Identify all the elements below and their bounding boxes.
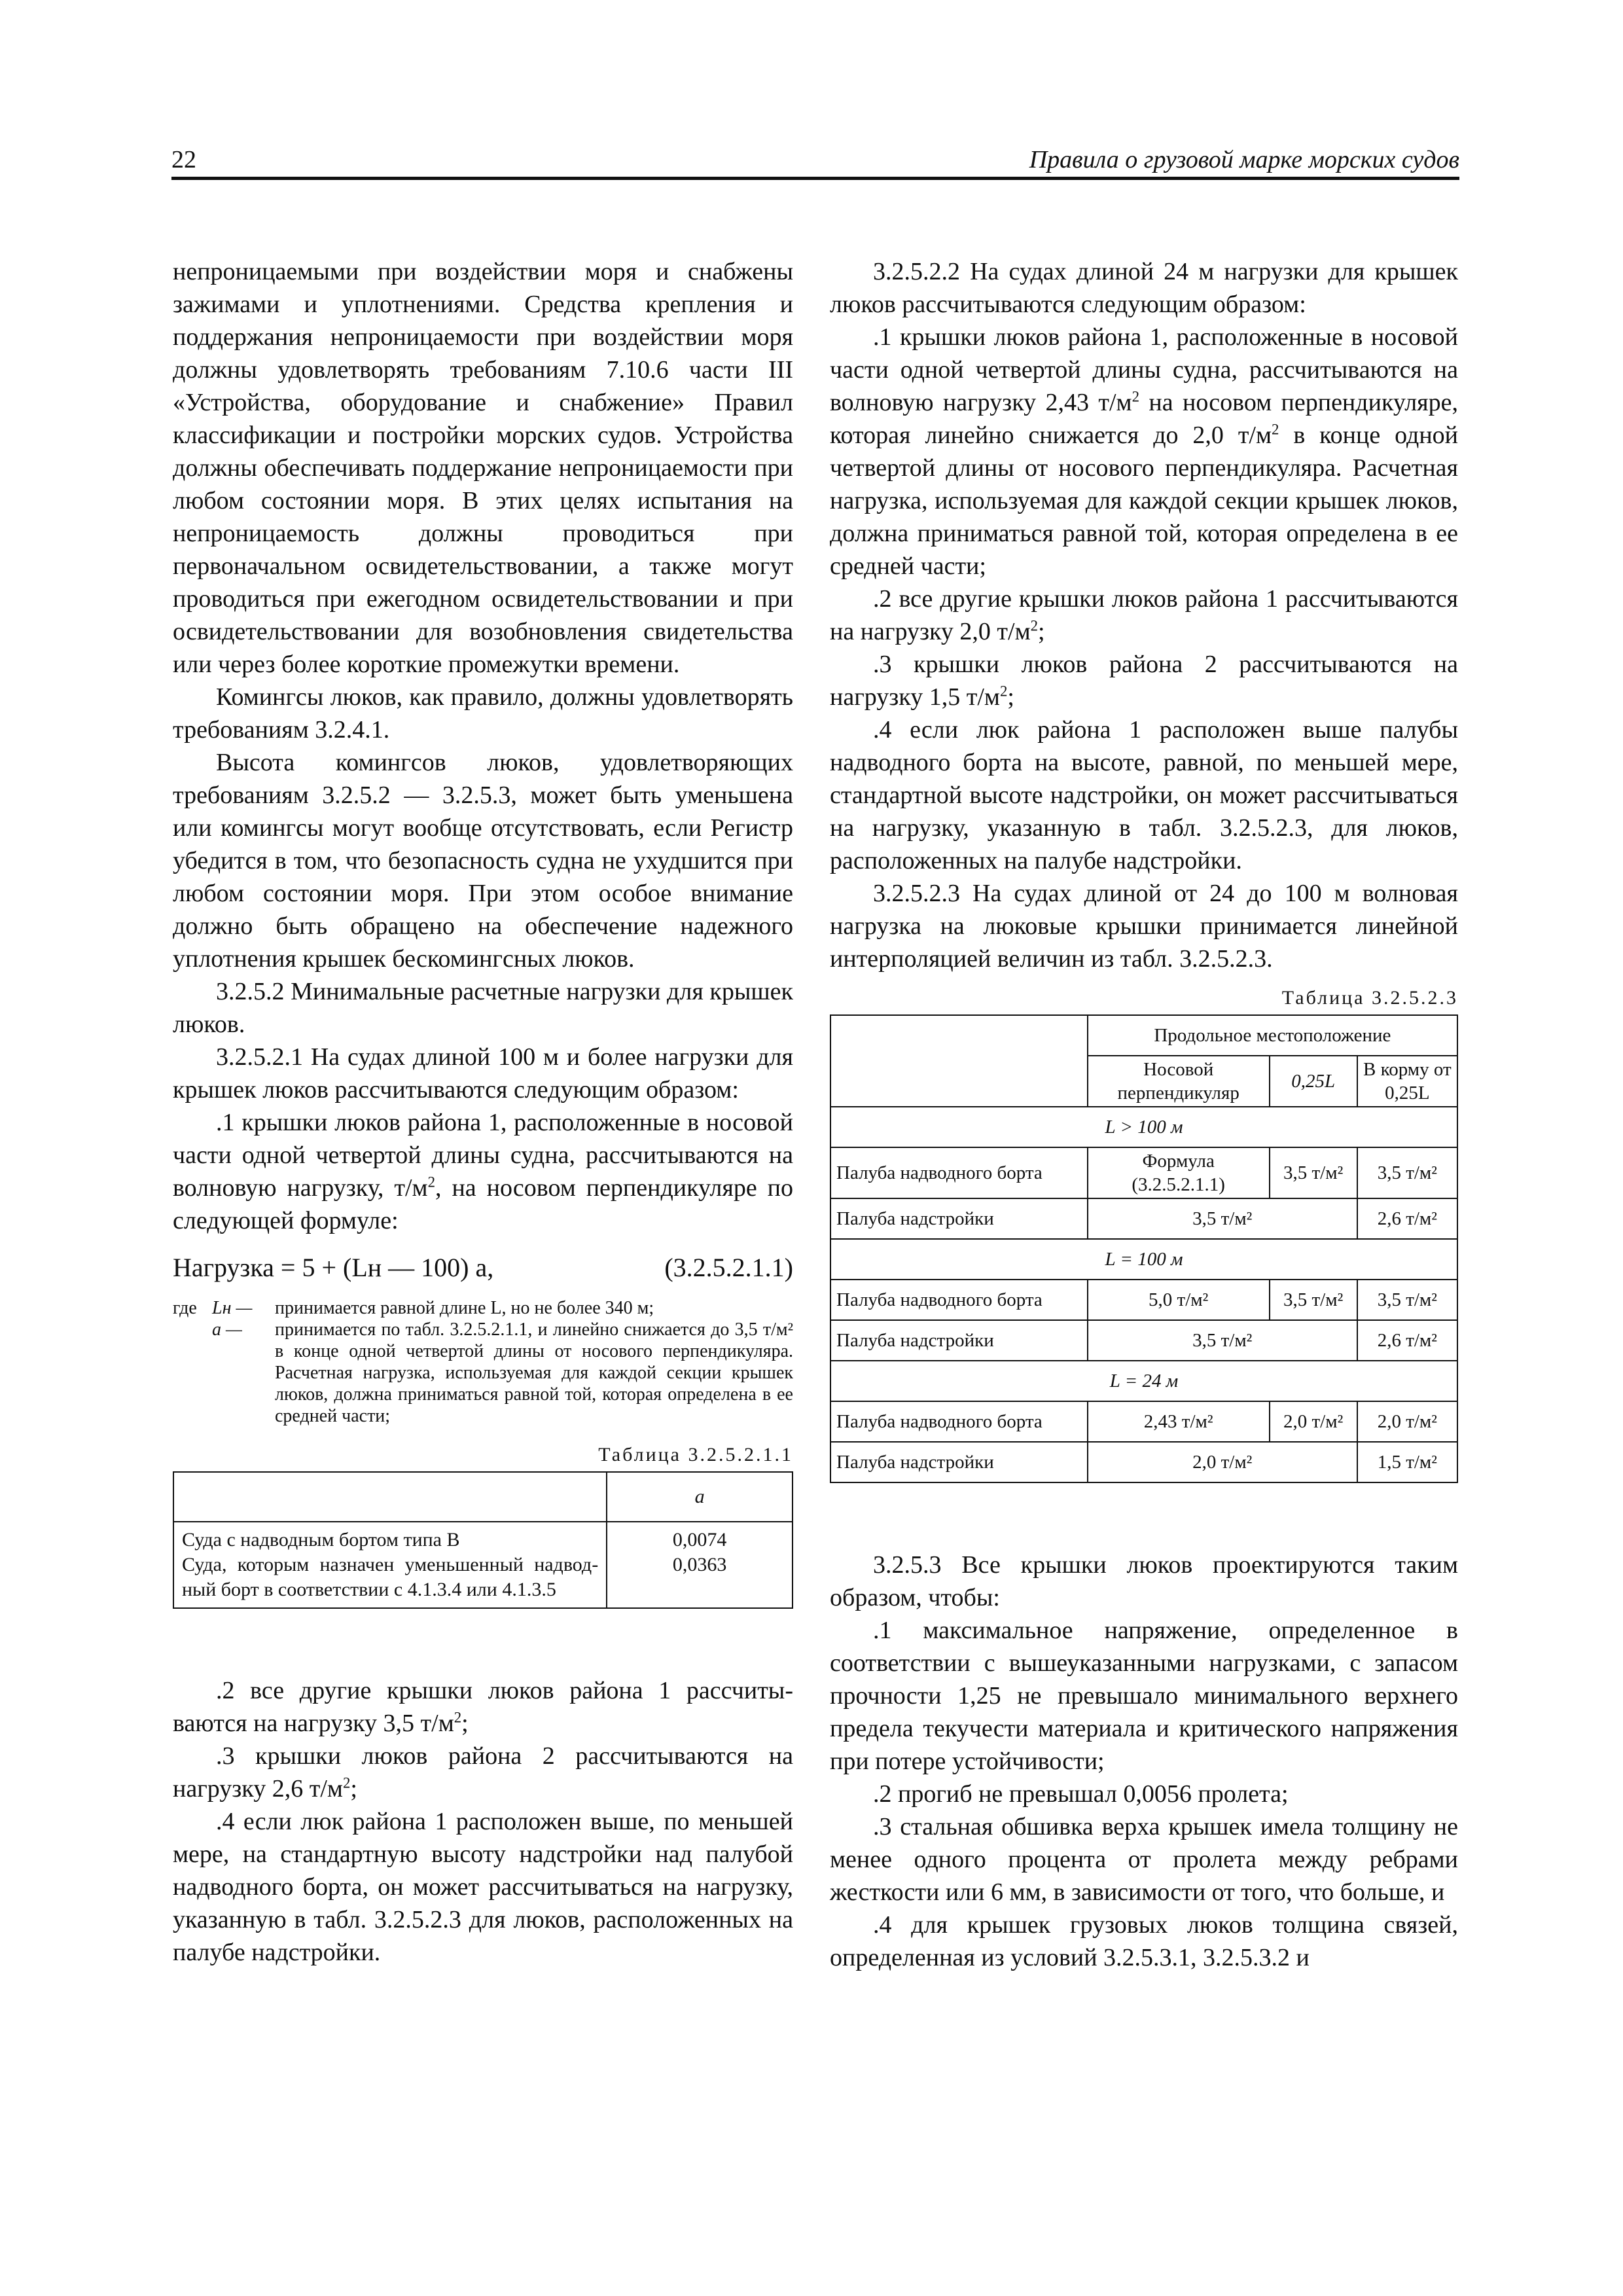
paragraph: 3.2.5.2.3 На судах длиной от 24 до 100 м волновая нагрузка на люковые крышки принимается линейной интерполяцией величин из табл. 3.2.5.2.3. [830, 880, 1458, 973]
table-header-row [173, 1472, 793, 1522]
paragraph: .1 крышки люков района 1, расположенные в носовой части одной четвертой длины судна, рассчитываются на волновую нагрузку 2,43 $т/м^2$ на носовом перпендикуляре, которая линейно снижается до 2,0 $т/м^2$ в конце одной четвертой длины от носового перпендикуляра. Расчетная нагрузка, используемая для каждой секции крышек люков, должна приниматься равной той, которая определена в ее средней части; [830, 323, 1459, 580]
table-cell-values: 0,0074 0,0363 [607, 1522, 793, 1608]
table-cell-labels: Суда с надводным бортом типа B Суда, которым назначен уменьшенный надводный борт в соответствии с 4.1.3.4 или 4.1.3.5 [173, 1522, 607, 1608]
paragraph: .3 крышки люков района 2 рассчитываются на нагрузку 2,6 $т/м^2$; [173, 1742, 793, 1803]
paragraph: .4 если люк района 1 расположен выше, по меньшей мере, на стандартную высоту надстройки над палубой надводного борта, он может рассчитываться на нагрузку, указанную в табл. 3.2.5.2.3 для люков, расположенных на палубе надстройки. [173, 1808, 793, 1966]
paragraph: .4 для крышек грузовых люков толщина связей, определенная из условий 3.2.5.3.1, 3.2.5.3.2 и [830, 1911, 1458, 1971]
formula-number: (3.2.5.2.1.1) [664, 1253, 793, 1282]
paragraph: .1 крышки люков района 1, расположенные в носовой части одной четвертой длины судна, рассчитываются на волновую нагрузку, $т/м^2$, на носовом перпендикуляре по следующей формуле: [173, 1109, 793, 1234]
formula [173, 1251, 793, 1284]
table-section-title: L = 100 м [830, 1239, 1457, 1280]
table-group-header: Продольное местоположение [1088, 1015, 1457, 1056]
paragraph: .1 максимальное напряжение, определенное в соответствии с вышеуказанными нагрузками, с запасом прочности 1,25 не превышало минимального верхнего предела текучести материала и критического напряжения при потере устойчивости; [830, 1617, 1458, 1775]
paragraph: .3 стальная обшивка верха крышек имела толщину не менее одного процента от пролета между ребрами жесткости или 6 мм, в зависимости от того, что больше, и [830, 1813, 1458, 1906]
section-heading: 3.2.5.2 Минимальные расчетные нагрузки для крышек люков. [173, 978, 793, 1038]
table-caption: Таблица 3.2.5.2.3 [1281, 987, 1458, 1009]
paragraph: 3.2.5.2.2 На судах длиной 24 м нагрузки для крышек люков рассчитываются следующим образом: [830, 258, 1458, 318]
paragraph: Высота комингсов люков, удовлетворяющих требованиям 3.2.5.2 — 3.2.5.3, может быть уменьшена или комингсы могут вообще отсутствовать, если Регистр убедится в том, что безопасность судна не ухудшится при любом состоянии моря. При этом особое внимание должно быть обращено на обеспечение надежного уплотнения крышек бескомингсных люков. [173, 749, 793, 973]
table-caption: Таблица 3.2.5.2.1.1 [598, 1444, 793, 1465]
table-col-header: 0,25L [1270, 1056, 1357, 1107]
paragraph: .3 крышки люков района 2 рассчитываются на нагрузку 1,5 $т/м^2$; [830, 651, 1458, 711]
paragraph: непроницаемыми при воздействии моря и снабжены зажимами и уплотнениями. Средства крепления и поддержания непроницаемости при воздействии моря должны удовлетворять требованиям 7.10.6 части III «Устройства, оборудование и снабжение» Правил классификации и постройки морских судов. Устройства должны обеспечивать поддержание непроницаемости при любом состоянии моря. В этих целях испытания на непроницаемость должны проводиться при первоначальном освидетельствовании, а также могут проводиться при ежегодном освидетельствовании и при освидетельствовании для возобновления свидетельства или через более короткие промежутки времени. [173, 258, 793, 678]
paragraph: .2 прогиб не превышал 0,0056 пролета; [873, 1780, 1289, 1808]
table-row: Палуба надстройки 2,0 т/м² 1,5 т/м² [830, 1442, 1457, 1482]
paragraph: .4 если люк района 1 расположен выше палубы надводного борта на высоте, равной, по меньшей мере, стандартной высоте надстройки, он может рассчитываться на нагрузку, указанную в табл. 3.2.5.2.3, для люков, расположенных на палубе надстройки. [830, 716, 1458, 874]
table-wave-loads [830, 1014, 1458, 1483]
header-rule [171, 177, 1459, 180]
paragraph: 3.2.5.2.1 На судах длиной 100 м и более нагрузки для крышек люков рассчитываются следующим образом: [173, 1043, 793, 1103]
right-column [830, 255, 1458, 1974]
table-row: Палуба надводного борта 5,0 т/м² 3,5 т/м² 3,5 т/м² [830, 1280, 1457, 1320]
table-row: Палуба надстройки 3,5 т/м² 2,6 т/м² [830, 1320, 1457, 1361]
table-col-header: В корму от 0,25L [1357, 1056, 1457, 1107]
table-row: Палуба надводного борта 2,43 т/м² 2,0 т/м² 2,0 т/м² [830, 1401, 1457, 1442]
paragraph: .2 все другие крышки люков района 1 рассчитываются на нагрузку 2,0 $т/м^2$; [830, 585, 1458, 645]
table-row: Палуба надстройки 3,5 т/м² 2,6 т/м² [830, 1198, 1457, 1239]
table-col-header: Носовой перпендикуляр [1088, 1056, 1270, 1107]
table-row: Палуба надводного борта Формула (3.2.5.2.1.1) 3,5 т/м² 3,5 т/м² [830, 1147, 1457, 1198]
left-column [173, 255, 793, 1969]
running-title: Правила о грузовой марке морских судов [1029, 146, 1459, 173]
table-section-title: L = 24 м [830, 1361, 1457, 1401]
table-section-title: L > 100 м [830, 1107, 1457, 1147]
note-row: где Lн — принимается равной длине L, но не более 340 м; [173, 1298, 654, 1318]
paragraph: Комингсы люков, как правило, должны удовлетворять требованиям 3.2.4.1. [173, 683, 793, 744]
page-number: 22 [171, 146, 196, 173]
paragraph: .2 все другие крышки люков района 1 рассчитываются на нагрузку 3,5 $т/м^2$; [173, 1677, 793, 1737]
note-row: a — принимается по табл. 3.2.5.2.1.1, и линейно снижается до 3,5 т/м² в конце одной четвертой длины от носового перпендикуляра. Расчетная нагрузка, используемая для каждой секции крышек люков, должна приниматься равной той, которая определена в ее средней части; [212, 1319, 793, 1426]
table-row [173, 1522, 793, 1608]
table-header-cell: a [607, 1472, 793, 1522]
formula-expression: Нагрузка = 5 + (Lн — 100) a, [173, 1253, 494, 1282]
section-heading: 3.2.5.3 Все крышки люков проектируются таким образом, чтобы: [830, 1551, 1458, 1611]
formula-notes [173, 1297, 793, 1427]
table-coefficient-a [173, 1471, 793, 1609]
